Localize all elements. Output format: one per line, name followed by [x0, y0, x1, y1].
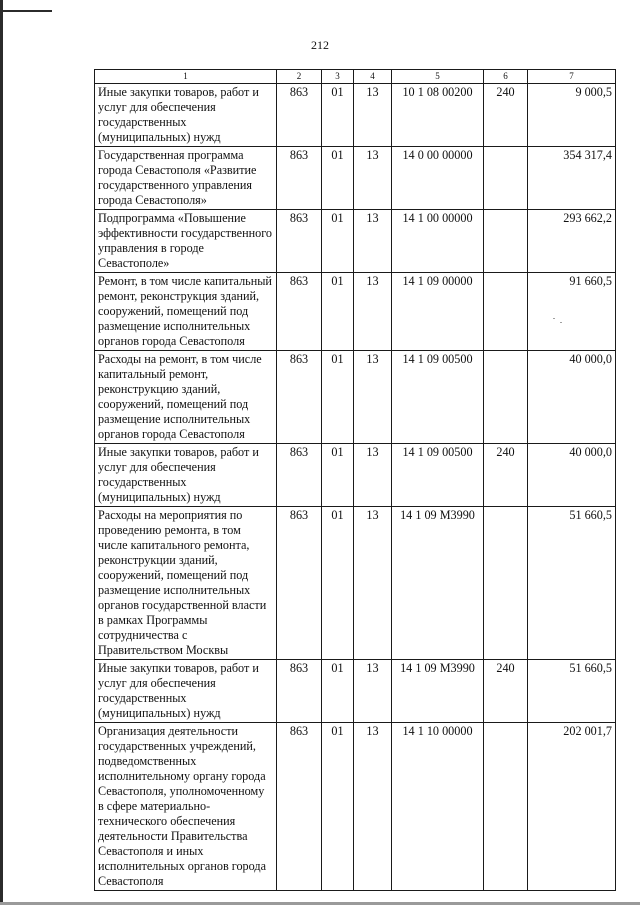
target-article-code: 14 1 09 М3990	[392, 507, 484, 660]
expense-name: Государственная программа города Севастополя «Развитие государственного управления города Севастополя»	[95, 147, 277, 210]
expense-type-code: 240	[484, 84, 528, 147]
table-row	[95, 147, 616, 210]
amount: 91 660,5	[528, 273, 616, 351]
section-code: 01	[322, 147, 354, 210]
table-row	[95, 351, 616, 444]
expense-type-code: 240	[484, 660, 528, 723]
section-code: 01	[322, 273, 354, 351]
scan-corner-mark	[0, 0, 52, 12]
subsection-code: 13	[354, 723, 392, 891]
target-article-code: 10 1 08 00200	[392, 84, 484, 147]
expense-type-code: 240	[484, 444, 528, 507]
target-article-code: 14 1 09 00500	[392, 351, 484, 444]
section-code: 01	[322, 723, 354, 891]
section-code: 01	[322, 507, 354, 660]
ministry-code: 863	[277, 273, 322, 351]
section-code: 01	[322, 84, 354, 147]
amount: 202 001,7	[528, 723, 616, 891]
section-code: 01	[322, 444, 354, 507]
subsection-code: 13	[354, 351, 392, 444]
ministry-code: 863	[277, 660, 322, 723]
column-header: 3	[322, 70, 354, 84]
expense-type-code	[484, 351, 528, 444]
amount: 51 660,5	[528, 507, 616, 660]
table-row	[95, 723, 616, 891]
amount: 293 662,2	[528, 210, 616, 273]
amount: 354 317,4	[528, 147, 616, 210]
table-row	[95, 210, 616, 273]
expense-name: Организация деятельности государственных учреждений, подведомственных исполнительному органу города Севастополя, уполномоченному в сфере материально-технического обеспечения деятельности Правительства Севастополя и иных исполнительных органов города Севастополя	[95, 723, 277, 891]
expense-type-code	[484, 507, 528, 660]
expense-type-code	[484, 723, 528, 891]
amount: 51 660,5	[528, 660, 616, 723]
table-row	[95, 273, 616, 351]
table-row	[95, 660, 616, 723]
budget-table	[94, 69, 616, 891]
column-header: 6	[484, 70, 528, 84]
scan-left-edge	[0, 0, 3, 905]
expense-name: Расходы на ремонт, в том числе капитальный ремонт, реконструкцию зданий, сооружений, помещений под размещение исполнительных органов города Севастополя	[95, 351, 277, 444]
ministry-code: 863	[277, 723, 322, 891]
amount: 40 000,0	[528, 351, 616, 444]
expense-name: Расходы на мероприятия по проведению ремонта, в том числе капитального ремонта, реконструкции зданий, сооружений, помещений под размещение исполнительных органов государственной власти в рамках Программы сотрудничества с Правительством Москвы	[95, 507, 277, 660]
expense-name: Иные закупки товаров, работ и услуг для обеспечения государственных (муниципальных) нужд	[95, 660, 277, 723]
target-article-code: 14 1 00 00000	[392, 210, 484, 273]
ministry-code: 863	[277, 147, 322, 210]
ministry-code: 863	[277, 210, 322, 273]
expense-name: Иные закупки товаров, работ и услуг для обеспечения государственных (муниципальных) нужд	[95, 84, 277, 147]
table-row	[95, 84, 616, 147]
subsection-code: 13	[354, 147, 392, 210]
target-article-code: 14 1 09 00500	[392, 444, 484, 507]
column-header: 4	[354, 70, 392, 84]
table-row	[95, 507, 616, 660]
ministry-code: 863	[277, 507, 322, 660]
amount: 9 000,5	[528, 84, 616, 147]
section-code: 01	[322, 351, 354, 444]
target-article-code: 14 0 00 00000	[392, 147, 484, 210]
table-header-row	[95, 70, 616, 84]
subsection-code: 13	[354, 444, 392, 507]
column-header: 1	[95, 70, 277, 84]
ministry-code: 863	[277, 351, 322, 444]
expense-type-code	[484, 210, 528, 273]
table-row	[95, 444, 616, 507]
subsection-code: 13	[354, 660, 392, 723]
section-code: 01	[322, 210, 354, 273]
ministry-code: 863	[277, 84, 322, 147]
expense-type-code	[484, 273, 528, 351]
subsection-code: 13	[354, 210, 392, 273]
expense-name: Подпрограмма «Повышение эффективности государственного управления в городе Севастополе»	[95, 210, 277, 273]
expense-name: Ремонт, в том числе капитальный ремонт, реконструкция зданий, сооружений, помещений под размещение исполнительных органов города Севастополя	[95, 273, 277, 351]
expense-type-code	[484, 147, 528, 210]
section-code: 01	[322, 660, 354, 723]
target-article-code: 14 1 10 00000	[392, 723, 484, 891]
column-header: 5	[392, 70, 484, 84]
column-header: 7	[528, 70, 616, 84]
page-number: 212	[311, 38, 329, 52]
ministry-code: 863	[277, 444, 322, 507]
subsection-code: 13	[354, 84, 392, 147]
expense-name: Иные закупки товаров, работ и услуг для обеспечения государственных (муниципальных) нужд	[95, 444, 277, 507]
subsection-code: 13	[354, 273, 392, 351]
target-article-code: 14 1 09 М3990	[392, 660, 484, 723]
column-header: 2	[277, 70, 322, 84]
subsection-code: 13	[354, 507, 392, 660]
amount: 40 000,0	[528, 444, 616, 507]
target-article-code: 14 1 09 00000	[392, 273, 484, 351]
